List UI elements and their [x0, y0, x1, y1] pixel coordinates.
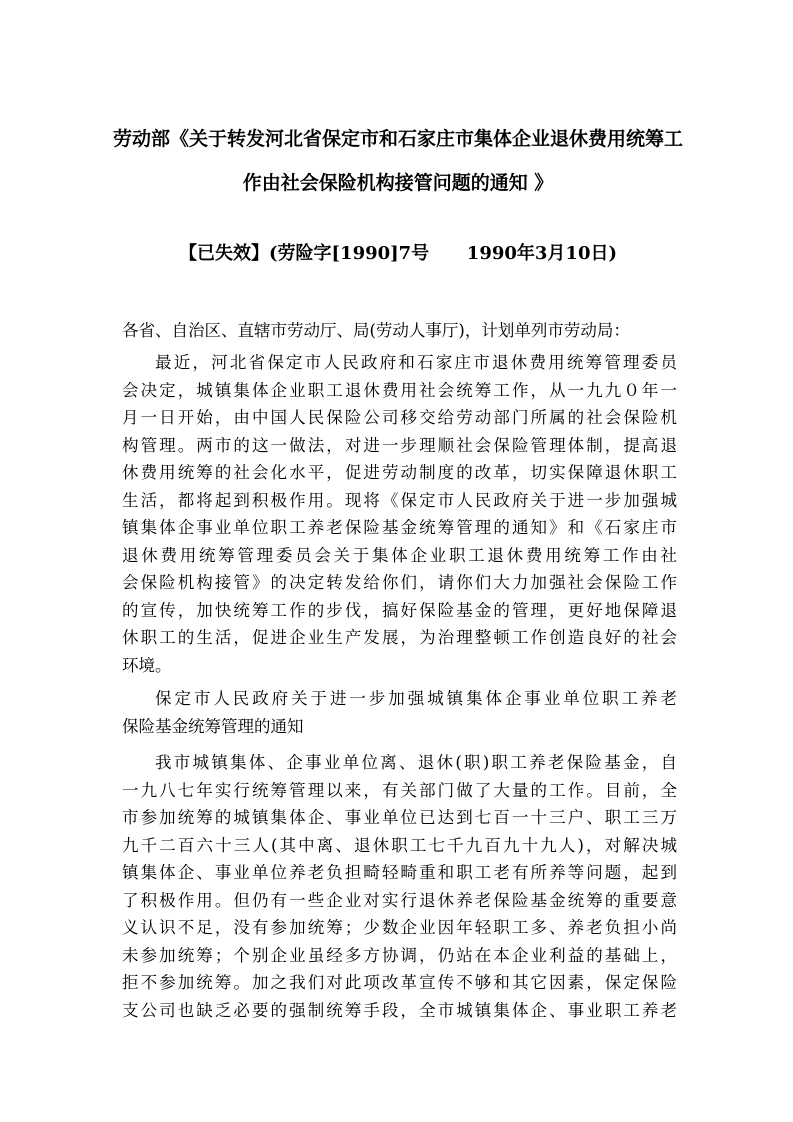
paragraph-line: 保险基金统筹管理的通知	[122, 716, 304, 736]
validity-status: 【已失效】	[179, 243, 270, 264]
salutation: 各省、自治区、直辖市劳动厅、局(劳动人事厅)，计划单列市劳动局：	[122, 321, 630, 340]
paragraph-3	[122, 749, 677, 1024]
paragraph-line: 市参加统筹的城镇集体企、事业单位已达到七百一十三户、职工三万	[122, 808, 677, 827]
paragraph-line: 保定市人民政府关于进一步加强城镇集体企事业单位职工养老	[155, 689, 677, 708]
paragraph-line: 未参加统筹；个别企业虽经多方协调，仍站在本企业利益的基础上，	[122, 945, 677, 965]
paragraph-line: 会决定，城镇集体企业职工退休费用社会统筹工作，从一九九０年一	[122, 380, 677, 400]
paragraph-line: 镇集体企事业单位职工养老保险基金统筹管理的通知》和《石家庄市	[122, 518, 677, 537]
paragraph-line: 环境。	[122, 655, 172, 675]
paragraph-1	[122, 349, 677, 679]
paragraph-line: 镇集体企、事业单位养老负担畸轻畸重和职工老有所养等问题，起到	[122, 863, 677, 882]
paragraph-line: 构管理。两市的这一做法，对进一步理顺社会保险管理体制，提高退	[122, 435, 677, 455]
paragraph-line: 会保险机构接管》的决定转发给你们，请你们大力加强社会保险工作	[122, 573, 677, 592]
paragraph-line: 休职工的生活，促进企业生产发展，为治理整顿工作创造良好的社会	[122, 628, 677, 647]
paragraph-line: 一九八七年实行统筹管理以来，有关部门做了大量的工作。目前，全	[122, 780, 677, 800]
paragraph-line: 支公司也缺乏必要的强制统筹手段，全市城镇集体企、事业职工养老	[122, 1000, 677, 1020]
paragraph-line: 月一日开始，由中国人民保险公司移交给劳动部门所属的社会保险机	[122, 408, 677, 427]
paragraph-line: 义认识不足，没有参加统筹；少数企业因年轻职工多、养老负担小尚	[122, 918, 677, 937]
paragraph-line: 休费用统筹的社会化水平，促进劳动制度的改革，切实保障退休职工	[122, 463, 677, 482]
paragraph-line: 的宣传，加快统筹工作的步伐，搞好保险基金的管理，更好地保障退	[122, 600, 677, 620]
paragraph-line: 最近，河北省保定市人民政府和石家庄市退休费用统筹管理委员	[155, 353, 677, 372]
issue-date: 1990年3月10日)	[466, 243, 617, 264]
document-title-line-2: 作由社会保险机构接管问题的通知 》	[242, 172, 554, 194]
paragraph-line: 九千二百六十三人(其中离、退休职工七千九百九十九人)，对解决城	[122, 835, 677, 855]
paragraph-line: 退休费用统筹管理委员会关于集体企业职工退休费用统筹工作由社	[122, 545, 677, 565]
paragraph-line: 生活，都将起到积极作用。现将《保定市人民政府关于进一步加强城	[122, 490, 677, 510]
document-number: (劳险字[1990]7号	[269, 243, 430, 264]
document-title-line-1: 劳动部《关于转发河北省保定市和石家庄市集体企业退休费用统筹工	[112, 128, 683, 150]
document-status-line	[108, 242, 688, 266]
paragraph-line: 我市城镇集体、企事业单位离、退休(职)职工养老保险基金，自	[155, 753, 677, 772]
paragraph-2	[122, 685, 677, 740]
paragraph-line: 了积极作用。但仍有一些企业对实行退休养老保险基金统筹的重要意	[122, 890, 677, 910]
paragraph-line: 拒不参加统筹。加之我们对此项改革宣传不够和其它因素，保定保险	[122, 973, 677, 992]
